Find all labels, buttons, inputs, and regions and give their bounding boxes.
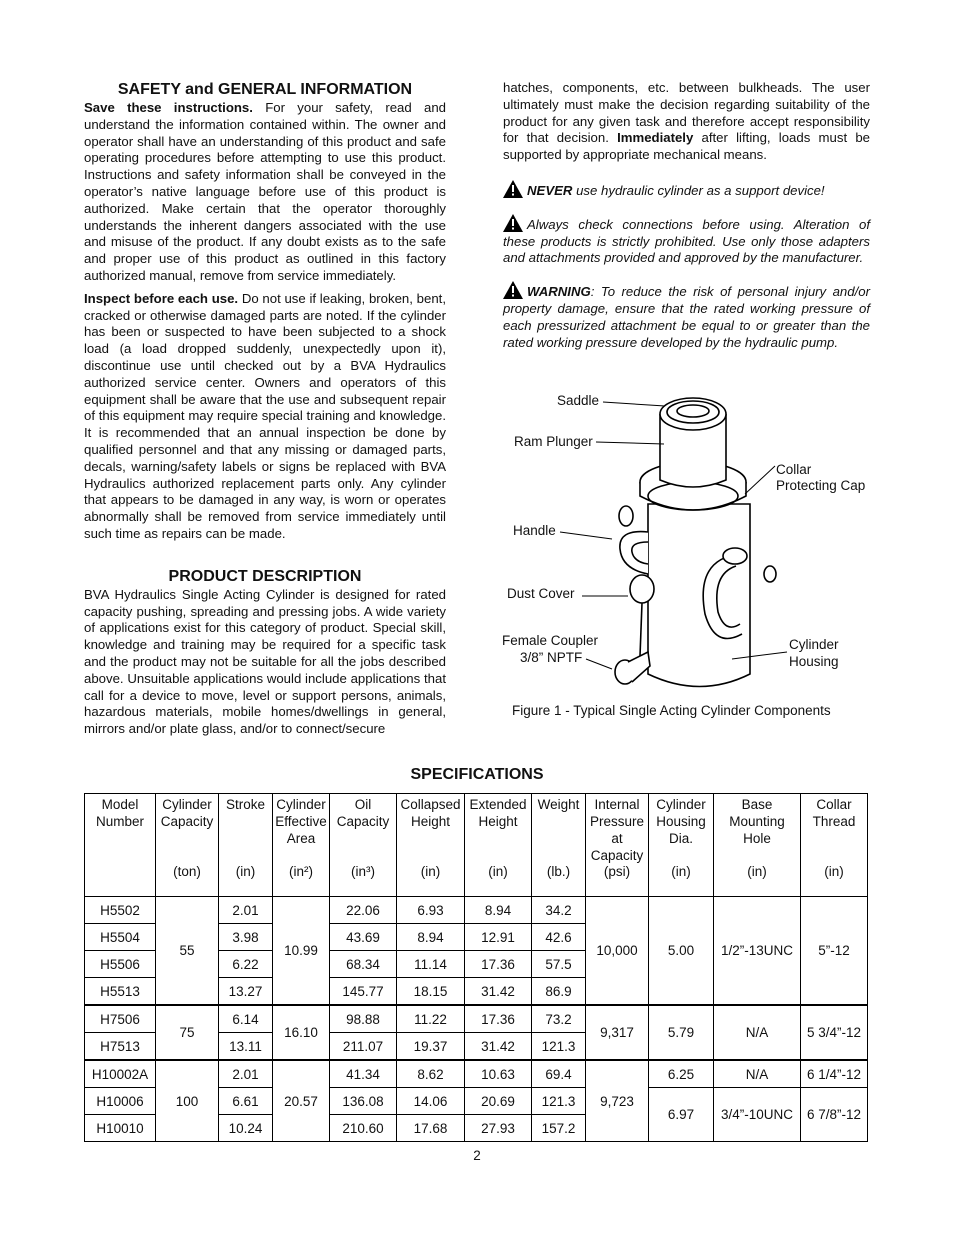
cell-stroke: 10.24	[219, 1115, 273, 1142]
table-row	[85, 1005, 868, 1033]
cell-mounting-hole: N/A	[714, 1005, 801, 1060]
right-column	[503, 80, 870, 351]
column-header-line: Model	[101, 797, 139, 812]
specifications-title: SPECIFICATIONS	[410, 766, 544, 783]
cell-capacity: 100	[156, 1060, 219, 1142]
cell-oil: 211.07	[330, 1033, 397, 1061]
warning-pressure-bold: WARNING	[527, 284, 591, 300]
cell-mounting-hole: N/A	[714, 1060, 801, 1088]
cell-model: H7513	[85, 1033, 156, 1061]
cell-model: H7506	[85, 1005, 156, 1033]
cell-collar-thread: 6 1/4”-12	[801, 1060, 868, 1088]
column-header	[714, 794, 801, 897]
column-header	[586, 794, 649, 897]
cell-stroke: 13.27	[219, 978, 273, 1006]
column-header	[219, 794, 273, 897]
warning-pressure-text: : To reduce the risk of personal injury and/or property damage, ensure that the rated working pressure of each pressurized attachment be equal to or greater than the rated working pressure developed by the hydraulic pump.	[503, 284, 870, 350]
warning-triangle-icon	[503, 214, 523, 232]
cell-oil: 98.88	[330, 1005, 397, 1033]
warning-connections	[503, 214, 870, 267]
cell-oil: 41.34	[330, 1060, 397, 1088]
cylinder-figure	[500, 384, 880, 724]
safety-paragraph-2	[84, 291, 446, 543]
column-header-line: Housing	[656, 814, 706, 829]
cell-capacity: 75	[156, 1005, 219, 1060]
cell-stroke: 2.01	[219, 1060, 273, 1088]
cell-model: H5504	[85, 924, 156, 951]
column-unit: (in)	[671, 864, 691, 879]
cell-collapsed: 8.62	[397, 1060, 465, 1088]
cell-oil: 22.06	[330, 897, 397, 924]
label-saddle: Saddle	[557, 393, 600, 408]
cell-extended: 20.69	[465, 1088, 532, 1115]
cell-model: H5502	[85, 897, 156, 924]
cell-weight: 73.2	[532, 1005, 586, 1033]
column-header	[156, 794, 219, 897]
column-unit: (in)	[824, 864, 844, 879]
column-header-line: at	[611, 831, 623, 846]
column-header-line: Height	[478, 814, 518, 829]
cell-collar-thread: 6 7/8”-12	[801, 1088, 868, 1142]
cell-weight: 121.3	[532, 1033, 586, 1061]
label-female-coupler: Female Coupler	[502, 633, 599, 648]
figure-caption: Figure 1 - Typical Single Acting Cylinder Components	[512, 703, 831, 718]
cell-diameter: 6.25	[649, 1060, 714, 1088]
cell-diameter: 5.79	[649, 1005, 714, 1060]
label-cylinder: Cylinder	[789, 637, 839, 652]
column-header-line: Area	[286, 831, 316, 846]
cell-pressure: 10,000	[586, 897, 649, 1006]
column-header-line: Internal	[594, 797, 640, 812]
safety-p1-text: For your safety, read and understand the information contained within. The owner and operator shall have an understanding of this product and safe operating procedures before attempting to use this product. Instructions and safety information shall be conveyed in the operator’s native language before use of this product is authorized. Make certain that the operator thoroughly understands the inherent dangers associated with the use and misuse of the product. If any doubt exists as to the safe and proper use of this product as outlined in this factory authorized manual, remove from service immediately.	[84, 100, 446, 283]
column-unit: (in)	[420, 864, 441, 879]
cell-collapsed: 14.06	[397, 1088, 465, 1115]
column-header-line: Hole	[743, 831, 771, 846]
column-header	[649, 794, 714, 897]
cell-weight: 34.2	[532, 897, 586, 924]
label-nptf: 3/8” NPTF	[520, 650, 583, 665]
right-p1a: hatches, components, etc. between bulkheads. The user ultimately must make the decision regarding suitability of the product for any given task and therefore accept responsibility for that decision.	[503, 80, 870, 146]
column-header	[273, 794, 330, 897]
column-header	[85, 794, 156, 897]
column-header-line: Effective	[275, 814, 327, 829]
table-row	[85, 1060, 868, 1088]
cell-weight: 42.6	[532, 924, 586, 951]
safety-p2-lead: Inspect before each use.	[84, 290, 239, 306]
column-header-line: Thread	[812, 814, 856, 829]
column-header-line: Dia.	[668, 831, 693, 846]
column-header	[330, 794, 397, 897]
column-header-line: Cylinder	[656, 797, 706, 812]
cell-model: H10010	[85, 1115, 156, 1142]
cell-mounting-hole: 3/4”-10UNC	[714, 1088, 801, 1142]
cell-weight: 86.9	[532, 978, 586, 1006]
cell-extended: 10.63	[465, 1060, 532, 1088]
cell-collapsed: 18.15	[397, 978, 465, 1006]
cell-collapsed: 11.22	[397, 1005, 465, 1033]
cell-weight: 121.3	[532, 1088, 586, 1115]
column-unit: (ton)	[173, 864, 201, 879]
column-unit: (in)	[747, 864, 767, 879]
cell-collar-thread: 5”-12	[801, 897, 868, 1006]
column-header-line: Weight	[537, 797, 580, 812]
warning-never	[503, 180, 870, 200]
cell-collapsed: 8.94	[397, 924, 465, 951]
cell-model: H5513	[85, 978, 156, 1006]
column-header	[397, 794, 465, 897]
cell-weight: 157.2	[532, 1115, 586, 1142]
column-header	[801, 794, 868, 897]
label-handle: Handle	[513, 523, 556, 538]
label-dust-cover: Dust Cover	[507, 586, 575, 601]
cell-stroke: 6.14	[219, 1005, 273, 1033]
column-header-line: Cylinder	[276, 797, 326, 812]
warning-connections-text: Always check connections before using. Alteration of these products is strictly prohibited. Use only those adapters and attachments provided and approved by the manufacturer.	[503, 216, 870, 266]
cell-oil: 68.34	[330, 951, 397, 978]
table-row	[85, 897, 868, 924]
cell-oil: 210.60	[330, 1115, 397, 1142]
cell-mounting-hole: 1/2”-13UNC	[714, 897, 801, 1006]
column-header-line: Capacity	[590, 848, 644, 863]
warning-triangle-icon	[503, 281, 523, 299]
cell-collapsed: 11.14	[397, 951, 465, 978]
cell-extended: 27.93	[465, 1115, 532, 1142]
column-header-line: Extended	[469, 797, 527, 812]
column-header-line: Cylinder	[162, 797, 212, 812]
left-column	[84, 80, 446, 738]
right-p1-bold: Immediately	[617, 130, 694, 146]
product-paragraph: BVA Hydraulics Single Acting Cylinder is designed for rated capacity pushing, spreading and pressing jobs. A wide variety of applications exist for this category of product. Special skill, knowledge and training may be required for a specific task and the product may not be suitable for all the jobs described above. Unsuitable applications would include applications that call for a device to move, level or support persons, animals, hazardous materials, mobile homes/dwellings in general, mirrors and/or plate glass, and/or to connect/secure	[84, 586, 446, 737]
cell-collapsed: 17.68	[397, 1115, 465, 1142]
cell-extended: 17.36	[465, 951, 532, 978]
cell-area: 10.99	[273, 897, 330, 1006]
safety-p2-text: Do not use if leaking, broken, bent, cracked or otherwise damaged parts are noted. If the cylinder has been or suspected to have been subjected to a shock load (a load dropped suddenly, unexpectedly upon it), discontinue use until checked out by a BVA Hydraulics authorized service center. Owners and operators of this equipment shall be aware that the use and subsequent repair of this equipment may require special training and knowledge. It is recommended that an annual inspection be done by qualified personnel and that any missing or damaged parts, decals, warning/safety labels or signs be replaced with BVA Hydraulics authorized replacement parts only. Any cylinder that appears to be damaged in any way, is worn or operates abnormally shall be removed from service immediately until such time as repairs can be made.	[84, 290, 446, 541]
column-header-line: Collapsed	[400, 797, 461, 812]
cell-stroke: 2.01	[219, 897, 273, 924]
cell-pressure: 9,317	[586, 1005, 649, 1060]
cell-collar-thread: 5 3/4”-12	[801, 1005, 868, 1060]
cell-extended: 31.42	[465, 978, 532, 1006]
column-header-line: Mounting	[729, 814, 785, 829]
cell-model: H10002A	[85, 1060, 156, 1088]
column-unit: (psi)	[603, 864, 631, 879]
column-header-line: Collar	[816, 797, 852, 812]
product-heading: PRODUCT DESCRIPTION	[168, 567, 362, 585]
cell-stroke: 13.11	[219, 1033, 273, 1061]
cell-model: H10006	[85, 1088, 156, 1115]
specifications-table	[84, 793, 868, 1142]
column-unit: (in³)	[351, 864, 375, 879]
column-header	[465, 794, 532, 897]
cell-stroke: 6.61	[219, 1088, 273, 1115]
column-header-line: Pressure	[589, 814, 645, 829]
cell-weight: 69.4	[532, 1060, 586, 1088]
column-unit: (in)	[235, 864, 256, 879]
column-header-line: Height	[410, 814, 451, 829]
warning-never-text: use hydraulic cylinder as a support device!	[572, 182, 825, 198]
right-paragraph	[503, 80, 870, 164]
warning-never-bold: NEVER	[527, 182, 573, 198]
safety-p1-lead: Save these instructions.	[84, 100, 253, 115]
column-header-line: Oil	[354, 797, 372, 812]
cell-area: 20.57	[273, 1060, 330, 1142]
column-header-line: Base	[741, 797, 773, 812]
cell-extended: 8.94	[465, 897, 532, 924]
warning-pressure	[503, 281, 870, 351]
safety-paragraph-1	[84, 100, 446, 285]
page-number: 2	[473, 1148, 481, 1163]
cell-collapsed: 19.37	[397, 1033, 465, 1061]
label-protecting-cap: Protecting Cap	[776, 478, 866, 493]
cell-diameter: 6.97	[649, 1088, 714, 1142]
cell-stroke: 3.98	[219, 924, 273, 951]
safety-heading: SAFETY and GENERAL INFORMATION	[117, 81, 413, 98]
cell-collapsed: 6.93	[397, 897, 465, 924]
cell-diameter: 5.00	[649, 897, 714, 1006]
column-header-line: Capacity	[160, 814, 214, 829]
column-header	[532, 794, 586, 897]
cell-extended: 12.91	[465, 924, 532, 951]
cell-model: H5506	[85, 951, 156, 978]
right-p1b: after lifting, loads must be supported by appropriate mechanical means.	[503, 130, 870, 163]
cell-oil: 136.08	[330, 1088, 397, 1115]
label-collar: Collar	[776, 462, 812, 477]
label-ram-plunger: Ram Plunger	[514, 434, 593, 449]
column-header-line: Number	[95, 814, 144, 829]
column-unit: (lb.)	[546, 864, 571, 879]
cell-pressure: 9,723	[586, 1060, 649, 1142]
column-unit: (in)	[488, 864, 508, 879]
label-housing: Housing	[789, 654, 839, 669]
warning-triangle-icon	[503, 180, 523, 198]
column-header-line: Capacity	[336, 814, 390, 829]
cell-extended: 31.42	[465, 1033, 532, 1061]
column-unit: (in²)	[289, 864, 313, 879]
cell-extended: 17.36	[465, 1005, 532, 1033]
cell-oil: 43.69	[330, 924, 397, 951]
cell-oil: 145.77	[330, 978, 397, 1006]
cell-stroke: 6.22	[219, 951, 273, 978]
table-header-row	[85, 794, 868, 897]
column-header-line: Stroke	[225, 797, 266, 812]
cell-weight: 57.5	[532, 951, 586, 978]
cell-capacity: 55	[156, 897, 219, 1006]
cell-area: 16.10	[273, 1005, 330, 1060]
